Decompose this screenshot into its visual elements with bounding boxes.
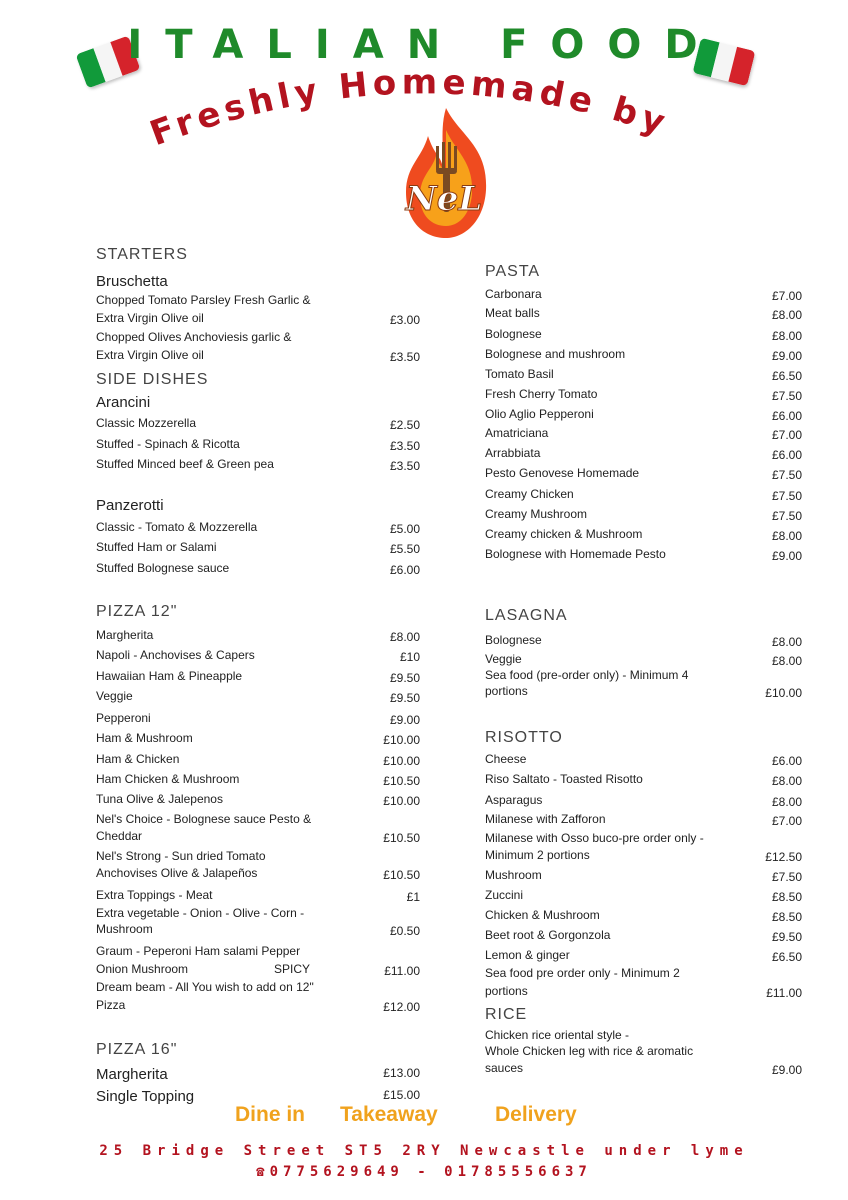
section-heading: PIZZA 16" [96,1041,178,1058]
menu-item-price: £7.50 [771,468,802,482]
menu-item-price: £10.50 [383,774,420,788]
menu-item-price: £6.00 [389,563,420,577]
menu-item-price: £7.00 [771,428,802,442]
menu-item-name: Ham & Mushroom [96,731,193,745]
menu-item-price: £10.50 [383,831,420,845]
menu-item-price: £7.50 [771,489,802,503]
menu-item-name: Arrabbiata [485,446,541,460]
menu-item-name: Graum - Peperoni Ham salami Pepper [96,944,301,958]
menu-item-name: Bolognese [485,633,542,647]
menu-item-price: £6.00 [771,754,802,768]
menu-item-name: Veggie [96,689,133,703]
menu-item-price: £6.50 [771,369,802,383]
menu-item-name: Veggie [485,652,522,666]
subsection-heading: Single Topping [96,1088,195,1105]
menu-item-name: Extra Virgin Olive oil [96,311,204,325]
menu-item-price: £13.00 [383,1066,420,1080]
menu-item-price: £8.00 [771,329,802,343]
menu-item-price: £10.00 [765,686,802,700]
menu-item-name: Creamy chicken & Mushroom [485,527,643,541]
menu-item-price: £7.50 [771,870,802,884]
menu-item-price: £3.50 [389,350,420,364]
tagline: Freshly Homemade by [144,62,675,155]
menu-item-name: Fresh Cherry Tomato [485,387,598,401]
menu-item-price: £9.50 [389,691,420,705]
dine-in-label: Dine in [235,1103,306,1126]
menu-item-name: Pesto Genovese Homemade [485,466,640,480]
menu-item-price: £6.00 [771,448,802,462]
menu-item-name: Zuccini [485,888,524,902]
menu-item-name: Cheddar [96,829,143,843]
menu-item-price: £9.00 [389,713,420,727]
menu-item-price: £10.00 [383,733,420,747]
menu-item-name: Napoli - Anchovises & Capers [96,648,255,662]
menu-item-price: £10 [399,650,420,664]
menu-item-name: Tomato Basil [485,367,554,381]
phone-text: 0775629649 - 01785556637 [269,1164,592,1180]
telephone-icon: ☎ [256,1164,270,1180]
menu-item-name: Bolognese with Homemade Pesto [485,547,666,561]
phone-numbers [0,1164,848,1180]
menu-item-name: Cheese [485,752,527,766]
menu-item-price: £7.50 [771,389,802,403]
menu-item-price: £6.50 [771,950,802,964]
menu-item-price: £8.00 [771,308,802,322]
menu-item-price: £9.50 [771,930,802,944]
section-heading: LASAGNA [485,607,568,624]
section-heading: RICE [485,1006,528,1023]
menu-item-price: £2.50 [389,418,420,432]
takeaway-label: Takeaway [340,1103,438,1126]
menu-item-name: Sea food pre order only - Minimum 2 [485,966,680,980]
menu-item-name: Mushroom [96,922,153,936]
menu-item-name: Lemon & ginger [485,948,570,962]
section-heading: PIZZA 12" [96,603,178,620]
menu-item-name: Creamy Mushroom [485,507,588,521]
subsection-heading: Arancini [96,394,151,411]
menu-item-price: £8.00 [771,795,802,809]
menu-item-name: portions [485,684,528,698]
delivery-label: Delivery [495,1103,577,1126]
menu-item-name: Milanese with Osso buco-pre order only - [485,831,704,845]
menu-item-name: Asparagus [485,793,543,807]
menu-item-price: £1 [406,890,420,904]
menu-item-name: Dream beam - All You wish to add on 12" [96,980,314,994]
menu-item-name: Chicken rice oriental style - [485,1028,630,1042]
logo [400,106,492,240]
menu-item-name: sauces [485,1061,524,1075]
menu-item-name: Extra Toppings - Meat [96,888,213,902]
menu-item-name: Minimum 2 portions [485,848,590,862]
menu-item-price: £8.00 [389,630,420,644]
menu-item-price: £8.50 [771,890,802,904]
page-title: ITALIAN FOOD [127,22,721,68]
section-heading: SIDE DISHES [96,371,209,388]
menu-item-name: Nel's Choice - Bolognese sauce Pesto & [96,812,312,826]
menu-item-name: Sea food (pre-order only) - Minimum 4 [485,668,689,682]
menu-item-name: Bolognese and mushroom [485,347,626,361]
menu-item-name: Carbonara [485,287,542,301]
section-heading: PASTA [485,263,541,280]
menu-item-name: Classic - Tomato & Mozzerella [96,520,258,534]
menu-item-price: £3.50 [389,439,420,453]
menu-item-price: £9.00 [771,349,802,363]
section-heading: STARTERS [96,246,188,263]
menu-item-name: Beet root & Gorgonzola [485,928,611,942]
menu-item-name: Ham Chicken & Mushroom [96,772,240,786]
menu-item-name: Stuffed Bolognese sauce [96,561,230,575]
spicy-label: SPICY [274,962,311,976]
menu-item-name: Amatriciana [485,426,549,440]
menu-item-name: Meat balls [485,306,540,320]
menu-item-name: Anchovises Olive & Jalapeños [96,866,258,880]
menu-item-name: Stuffed - Spinach & Ricotta [96,437,240,451]
menu-item-price: £15.00 [383,1088,420,1102]
menu-item-price: £12.50 [765,850,802,864]
menu-item-name: portions [485,984,528,998]
menu-item-price: £10.50 [383,868,420,882]
menu-item-price: £8.00 [771,635,802,649]
subsection-heading: Margherita [96,1066,168,1083]
menu-item-name: Mushroom [485,868,542,882]
menu-item-name: Extra vegetable - Onion - Olive - Corn - [96,906,305,920]
menu-item-price: £8.50 [771,910,802,924]
menu-item-price: £11.00 [384,964,420,978]
menu-item-name: Chopped Olives Anchoviesis garlic & [96,330,292,344]
menu-item-price: £5.50 [389,542,420,556]
menu-item-price: £10.00 [383,794,420,808]
menu-item-name: Whole Chicken leg with rice & aromatic [485,1044,694,1058]
logo-text: NeL [405,179,483,219]
menu-item-price: £8.00 [771,774,802,788]
menu-item-name: Stuffed Ham or Salami [96,540,217,554]
menu-item-price: £7.00 [771,814,802,828]
menu-item-name: Nel's Strong - Sun dried Tomato [96,849,266,863]
address: 25 Bridge Street ST5 2RY Newcastle under lyme [99,1143,749,1159]
menu-item-price: £10.00 [383,754,420,768]
menu-item-name: Extra Virgin Olive oil [96,348,204,362]
section-heading: RISOTTO [485,729,563,746]
menu-item-name: Bolognese [485,327,542,341]
menu-item-name: Stuffed Minced beef & Green pea [96,457,274,471]
menu-item-price: £6.00 [771,409,802,423]
subsection-heading: Bruschetta [96,273,168,290]
menu-item-price: £8.00 [771,654,802,668]
menu-item-price: £0.50 [389,924,420,938]
menu-item-price: £12.00 [383,1000,420,1014]
subsection-heading: Panzerotti [96,497,164,514]
menu-item-price: £3.00 [389,313,420,327]
menu-item-name: Onion Mushroom [96,962,189,976]
menu-item-price: £7.50 [771,509,802,523]
menu-item-name: Chopped Tomato Parsley Fresh Garlic & [96,293,311,307]
menu-item-price: £9.50 [389,671,420,685]
menu-item-name: Creamy Chicken [485,487,574,501]
menu-item-name: Olio Aglio Pepperoni [485,407,594,421]
menu-item-name: Margherita [96,628,154,642]
menu-item-name: Pizza [96,998,126,1012]
menu-item-name: Ham & Chicken [96,752,180,766]
menu-item-name: Tuna Olive & Jalepenos [96,792,223,806]
menu-item-price: £5.00 [389,522,420,536]
menu-item-name: Hawaiian Ham & Pineapple [96,669,243,683]
menu-item-name: Milanese with Zafforon [485,812,606,826]
menu-item-name: Classic Mozzerella [96,416,197,430]
menu-item-price: £3.50 [389,459,420,473]
menu-item-price: £7.00 [771,289,802,303]
menu-item-name: Pepperoni [96,711,151,725]
menu-item-name: Chicken & Mushroom [485,908,600,922]
menu-item-price: £9.00 [771,1063,802,1077]
menu-item-price: £11.00 [766,986,802,1000]
menu-item-name: Riso Saltato - Toasted Risotto [485,772,643,786]
menu-item-price: £8.00 [771,529,802,543]
menu-item-price: £9.00 [771,549,802,563]
